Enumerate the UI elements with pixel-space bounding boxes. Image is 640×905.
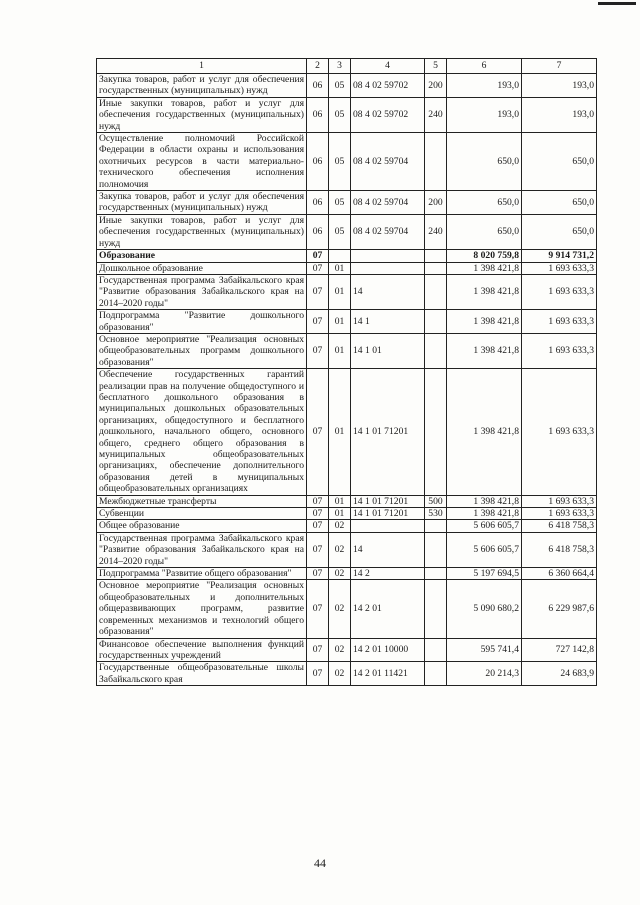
cell-amount-year-2: 6 229 987,6 [522, 580, 597, 638]
cell-subsection: 02 [329, 568, 351, 580]
cell-amount-year-1: 5 606 605,7 [447, 532, 522, 567]
cell-target-article: 14 [351, 274, 425, 309]
cell-expense-type: 240 [425, 214, 447, 249]
table-row [97, 133, 597, 191]
cell-amount-year-1: 1 398 421,8 [447, 369, 522, 495]
table-row [97, 274, 597, 309]
cell-amount-year-2: 1 693 633,3 [522, 508, 597, 520]
cell-section: 07 [307, 274, 329, 309]
cell-amount-year-2: 24 683,9 [522, 662, 597, 686]
table-row [97, 191, 597, 215]
cell-target-article: 08 4 02 59704 [351, 133, 425, 191]
cell-subsection: 05 [329, 133, 351, 191]
cell-subsection: 01 [329, 262, 351, 274]
cell-name: Закупка товаров, работ и услуг для обеспечения государственных (муниципальных) нужд [97, 191, 307, 215]
table-row [97, 508, 597, 520]
table-row [97, 97, 597, 132]
cell-amount-year-2: 1 693 633,3 [522, 495, 597, 507]
cell-expense-type [425, 310, 447, 334]
budget-table [96, 58, 597, 686]
header-cell: 2 [307, 59, 329, 74]
cell-name: Закупка товаров, работ и услуг для обеспечения государственных (муниципальных) нужд [97, 74, 307, 98]
cell-amount-year-2: 1 693 633,3 [522, 333, 597, 368]
cell-name: Подпрограмма "Развитие дошкольного образования" [97, 310, 307, 334]
table-row [97, 214, 597, 249]
cell-amount-year-1: 193,0 [447, 74, 522, 98]
cell-amount-year-2: 6 418 758,3 [522, 520, 597, 532]
cell-subsection: 05 [329, 97, 351, 132]
cell-target-article: 08 4 02 59704 [351, 214, 425, 249]
cell-section: 06 [307, 191, 329, 215]
cell-name: Основное мероприятие "Реализация основных общеобразовательных и дополнительных общеразвивающих программ, развитие современных механизмов и технологий общего образования" [97, 580, 307, 638]
cell-expense-type [425, 262, 447, 274]
table-row [97, 74, 597, 98]
cell-amount-year-2: 193,0 [522, 74, 597, 98]
table-row [97, 580, 597, 638]
table-row [97, 495, 597, 507]
table-row [97, 520, 597, 532]
cell-amount-year-2: 6 418 758,3 [522, 532, 597, 567]
cell-amount-year-2: 193,0 [522, 97, 597, 132]
cell-target-article: 08 4 02 59702 [351, 97, 425, 132]
cell-subsection: 05 [329, 191, 351, 215]
cell-amount-year-1: 1 398 421,8 [447, 333, 522, 368]
cell-amount-year-1: 1 398 421,8 [447, 508, 522, 520]
cell-section: 07 [307, 532, 329, 567]
table-row [97, 333, 597, 368]
cell-name: Финансовое обеспечение выполнения функций государственных учреждений [97, 638, 307, 662]
cell-subsection: 05 [329, 74, 351, 98]
header-cell: 4 [351, 59, 425, 74]
cell-section: 06 [307, 214, 329, 249]
table-row [97, 638, 597, 662]
cell-subsection: 02 [329, 532, 351, 567]
cell-amount-year-1: 650,0 [447, 214, 522, 249]
cell-amount-year-2: 6 360 664,4 [522, 568, 597, 580]
cell-name: Обеспечение государственных гарантий реализации прав на получение общедоступного и бесплатного дошкольного образования в муниципальных дошкольных образовательных организациях, общедоступного и бесплатного дошкольного, начального общего, основного общего, среднего общего образования в муниципальных общеобразовательных организациях, обеспечение дополнительного образования детей в муниципальных общеобразовательных организациях [97, 369, 307, 495]
cell-target-article: 14 2 01 10000 [351, 638, 425, 662]
table-row [97, 310, 597, 334]
cell-section: 07 [307, 495, 329, 507]
cell-amount-year-1: 595 741,4 [447, 638, 522, 662]
cell-section: 07 [307, 508, 329, 520]
cell-subsection: 02 [329, 662, 351, 686]
cell-subsection: 02 [329, 520, 351, 532]
cell-amount-year-1: 1 398 421,8 [447, 495, 522, 507]
cell-amount-year-1: 1 398 421,8 [447, 310, 522, 334]
cell-section: 07 [307, 369, 329, 495]
cell-name: Общее образование [97, 520, 307, 532]
page-number: 44 [314, 856, 326, 870]
header-cell: 5 [425, 59, 447, 74]
cell-subsection: 01 [329, 369, 351, 495]
table-body [97, 59, 597, 686]
cell-subsection [329, 250, 351, 262]
cell-amount-year-1: 1 398 421,8 [447, 274, 522, 309]
cell-name: Подпрограмма "Развитие общего образования" [97, 568, 307, 580]
header-row [97, 59, 597, 74]
header-cell: 6 [447, 59, 522, 74]
cell-name: Государственная программа Забайкальского края "Развитие образования Забайкальского края на 2014–2020 годы" [97, 274, 307, 309]
cell-target-article [351, 250, 425, 262]
cell-expense-type: 530 [425, 508, 447, 520]
cell-amount-year-1: 5 606 605,7 [447, 520, 522, 532]
cell-name: Субвенции [97, 508, 307, 520]
scan-mark [598, 2, 636, 5]
table-row [97, 262, 597, 274]
cell-name: Государственные общеобразовательные школы Забайкальского края [97, 662, 307, 686]
cell-expense-type: 240 [425, 97, 447, 132]
cell-amount-year-1: 20 214,3 [447, 662, 522, 686]
cell-expense-type [425, 568, 447, 580]
table-row [97, 662, 597, 686]
cell-amount-year-2: 650,0 [522, 191, 597, 215]
cell-name: Осуществление полномочий Российской Федерации в области охраны и использования охотничьих ресурсов в части материально-технического обеспечения исполнения полномочия [97, 133, 307, 191]
cell-section: 07 [307, 568, 329, 580]
header-cell: 7 [522, 59, 597, 74]
cell-amount-year-2: 9 914 731,2 [522, 250, 597, 262]
cell-subsection: 05 [329, 214, 351, 249]
cell-expense-type [425, 250, 447, 262]
cell-amount-year-1: 650,0 [447, 191, 522, 215]
header-cell: 3 [329, 59, 351, 74]
table-row [97, 250, 597, 262]
cell-amount-year-1: 650,0 [447, 133, 522, 191]
table-row [97, 532, 597, 567]
cell-amount-year-1: 193,0 [447, 97, 522, 132]
header-cell: 1 [97, 59, 307, 74]
cell-target-article: 08 4 02 59702 [351, 74, 425, 98]
cell-subsection: 01 [329, 508, 351, 520]
cell-subsection: 01 [329, 274, 351, 309]
table-row [97, 369, 597, 495]
cell-section: 07 [307, 638, 329, 662]
cell-target-article [351, 520, 425, 532]
cell-expense-type [425, 532, 447, 567]
cell-section: 06 [307, 133, 329, 191]
cell-section: 07 [307, 580, 329, 638]
cell-name: Иные закупки товаров, работ и услуг для обеспечения государственных (муниципальных) нужд [97, 97, 307, 132]
cell-target-article: 14 1 [351, 310, 425, 334]
cell-amount-year-2: 1 693 633,3 [522, 274, 597, 309]
cell-subsection: 01 [329, 310, 351, 334]
cell-target-article: 14 2 01 [351, 580, 425, 638]
cell-expense-type [425, 333, 447, 368]
cell-target-article: 14 1 01 [351, 333, 425, 368]
cell-section: 07 [307, 250, 329, 262]
cell-section: 06 [307, 74, 329, 98]
cell-section: 07 [307, 520, 329, 532]
cell-section: 06 [307, 97, 329, 132]
cell-target-article [351, 262, 425, 274]
cell-section: 07 [307, 333, 329, 368]
cell-expense-type: 200 [425, 191, 447, 215]
cell-subsection: 01 [329, 495, 351, 507]
cell-amount-year-2: 1 693 633,3 [522, 262, 597, 274]
cell-expense-type: 200 [425, 74, 447, 98]
cell-target-article: 14 1 01 71201 [351, 508, 425, 520]
cell-target-article: 14 2 [351, 568, 425, 580]
table-row [97, 568, 597, 580]
cell-amount-year-1: 8 020 759,8 [447, 250, 522, 262]
cell-subsection: 01 [329, 333, 351, 368]
cell-expense-type [425, 369, 447, 495]
cell-name: Иные закупки товаров, работ и услуг для обеспечения государственных (муниципальных) нужд [97, 214, 307, 249]
cell-expense-type [425, 580, 447, 638]
cell-name: Основное мероприятие "Реализация основных общеобразовательных программ дошкольного образования" [97, 333, 307, 368]
cell-amount-year-2: 650,0 [522, 214, 597, 249]
cell-amount-year-2: 1 693 633,3 [522, 369, 597, 495]
cell-target-article: 14 [351, 532, 425, 567]
cell-name: Дошкольное образование [97, 262, 307, 274]
cell-amount-year-2: 1 693 633,3 [522, 310, 597, 334]
cell-expense-type [425, 638, 447, 662]
cell-target-article: 14 2 01 11421 [351, 662, 425, 686]
cell-expense-type [425, 274, 447, 309]
cell-section: 07 [307, 310, 329, 334]
cell-name: Образование [97, 250, 307, 262]
cell-expense-type [425, 520, 447, 532]
cell-expense-type [425, 662, 447, 686]
cell-target-article: 14 1 01 71201 [351, 495, 425, 507]
cell-subsection: 02 [329, 580, 351, 638]
cell-section: 07 [307, 262, 329, 274]
cell-section: 07 [307, 662, 329, 686]
cell-name: Межбюджетные трансферты [97, 495, 307, 507]
cell-name: Государственная программа Забайкальского края "Развитие образования Забайкальского края на 2014–2020 годы" [97, 532, 307, 567]
cell-target-article: 14 1 01 71201 [351, 369, 425, 495]
cell-amount-year-1: 1 398 421,8 [447, 262, 522, 274]
cell-target-article: 08 4 02 59704 [351, 191, 425, 215]
cell-amount-year-1: 5 090 680,2 [447, 580, 522, 638]
cell-amount-year-2: 727 142,8 [522, 638, 597, 662]
cell-amount-year-1: 5 197 694,5 [447, 568, 522, 580]
cell-expense-type [425, 133, 447, 191]
cell-expense-type: 500 [425, 495, 447, 507]
cell-subsection: 02 [329, 638, 351, 662]
cell-amount-year-2: 650,0 [522, 133, 597, 191]
